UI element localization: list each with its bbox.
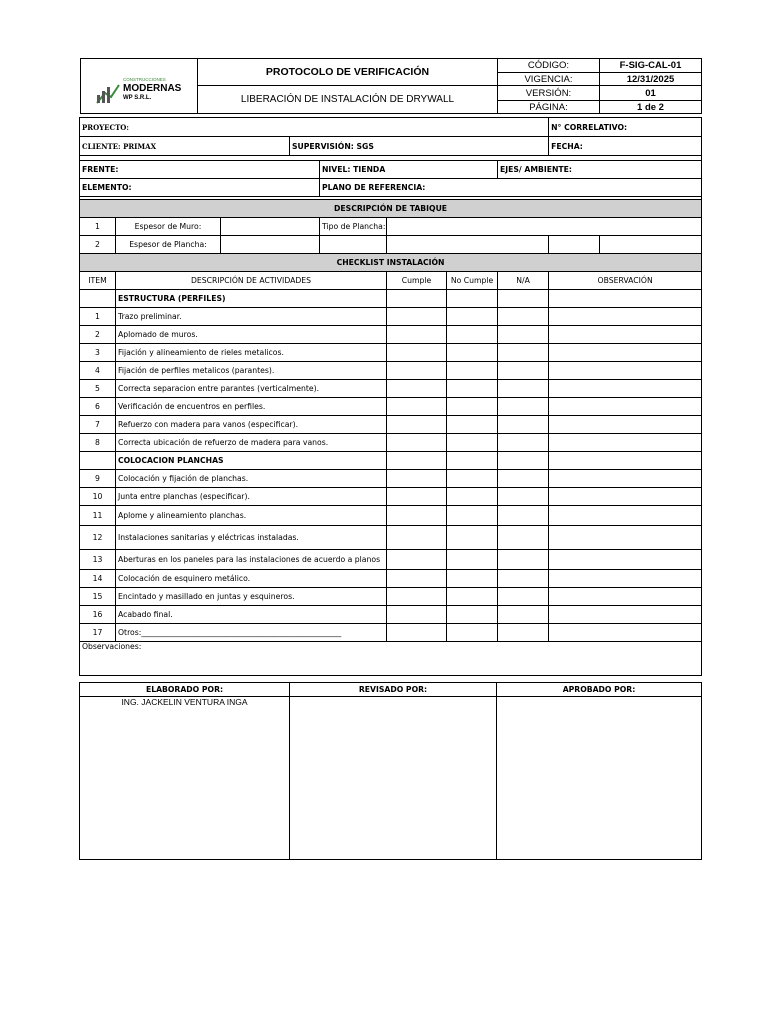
item-description: Refuerzo con madera para vanos (especificar). (116, 416, 387, 434)
na-cell[interactable] (498, 570, 549, 588)
item-number: 2 (80, 326, 116, 344)
meta-label: VIGENCIA: (498, 73, 600, 86)
meta-value: 12/31/2025 (600, 73, 702, 86)
cumple-cell[interactable] (387, 416, 447, 434)
cumple-cell[interactable] (387, 526, 447, 550)
obs-cell[interactable] (549, 290, 702, 308)
obs-cell[interactable] (549, 606, 702, 624)
col-desc-header: DESCRIPCIÓN DE ACTIVIDADES (116, 272, 387, 290)
na-cell[interactable] (498, 526, 549, 550)
tabique-cell[interactable] (320, 236, 387, 254)
item-description: Junta entre planchas (especificar). (116, 488, 387, 506)
no-cumple-cell[interactable] (447, 362, 498, 380)
tabique-label: Espesor de Plancha: (116, 236, 221, 254)
obs-cell[interactable] (549, 344, 702, 362)
checklist-row (80, 526, 702, 550)
section-item-blank (80, 452, 116, 470)
elaborado-name: ING. JACKELIN VENTURA INGA (121, 697, 248, 707)
checklist-row (80, 344, 702, 362)
cumple-cell[interactable] (387, 506, 447, 526)
no-cumple-cell[interactable] (447, 308, 498, 326)
logo-line3: WP S.R.L. (123, 95, 152, 101)
field-frente[interactable]: FRENTE: (80, 161, 320, 179)
meta-label: PÁGINA: (498, 101, 600, 114)
cumple-cell[interactable] (387, 362, 447, 380)
cumple-cell[interactable] (387, 290, 447, 308)
cumple-cell[interactable] (387, 344, 447, 362)
checklist-row (80, 380, 702, 398)
meta-label: VERSIÓN: (498, 86, 600, 101)
checklist-row (80, 624, 702, 642)
meta-value: F-SIG-CAL-01 (600, 59, 702, 73)
na-cell[interactable] (498, 452, 549, 470)
aprobado-header: APROBADO POR: (497, 683, 702, 697)
col-item-header: ITEM (80, 272, 116, 290)
item-description: Aplomado de muros. (116, 326, 387, 344)
field-elemento[interactable]: ELEMENTO: (80, 179, 320, 197)
section-tabique-heading: DESCRIPCIÓN DE TABIQUE (80, 200, 702, 218)
no-cumple-cell[interactable] (447, 326, 498, 344)
item-number: 3 (80, 344, 116, 362)
na-cell[interactable] (498, 506, 549, 526)
cumple-cell[interactable] (387, 380, 447, 398)
aprobado-signature[interactable] (497, 697, 702, 860)
checklist-row (80, 588, 702, 606)
checklist-row (80, 488, 702, 506)
no-cumple-cell[interactable] (447, 344, 498, 362)
checklist-row (80, 506, 702, 526)
item-description: Colocación y fijación de planchas. (116, 470, 387, 488)
signature-block (79, 682, 702, 860)
meta-value: 01 (600, 86, 702, 101)
na-cell[interactable] (498, 488, 549, 506)
no-cumple-cell[interactable] (447, 398, 498, 416)
obs-cell[interactable] (549, 452, 702, 470)
na-cell[interactable] (498, 344, 549, 362)
cumple-cell[interactable] (387, 588, 447, 606)
na-cell[interactable] (498, 326, 549, 344)
item-description: Verificación de encuentros en perfiles. (116, 398, 387, 416)
field-cliente[interactable]: CLIENTE: PRIMAX (80, 137, 290, 156)
na-cell[interactable] (498, 362, 549, 380)
section-estructura: ESTRUCTURA (PERFILES) (116, 290, 387, 308)
document-subtitle: LIBERACIÓN DE INSTALACIÓN DE DRYWALL (198, 86, 498, 114)
document-header (80, 58, 702, 114)
section-checklist-heading: CHECKLIST INSTALACIÓN (80, 254, 702, 272)
no-cumple-cell[interactable] (447, 290, 498, 308)
checklist-row (80, 570, 702, 588)
item-number: 4 (80, 362, 116, 380)
no-cumple-cell[interactable] (447, 606, 498, 624)
item-number: 10 (80, 488, 116, 506)
field-fecha[interactable]: FECHA: (549, 137, 702, 156)
document-title: PROTOCOLO DE VERIFICACIÓN (198, 59, 498, 86)
cumple-cell[interactable] (387, 606, 447, 624)
observaciones-field[interactable]: Observaciones: (80, 642, 702, 676)
item-number: 8 (80, 434, 116, 452)
col-obs-header: OBSERVACIÓN (549, 272, 702, 290)
obs-cell[interactable] (549, 470, 702, 488)
tabique-value[interactable] (221, 236, 320, 254)
checklist-row (80, 362, 702, 380)
item-description: Colocación de esquinero metálico. (116, 570, 387, 588)
elaborado-header: ELABORADO POR: (80, 683, 290, 697)
obs-cell[interactable] (549, 526, 702, 550)
item-number: 5 (80, 380, 116, 398)
na-cell[interactable] (498, 416, 549, 434)
na-cell[interactable] (498, 550, 549, 570)
checklist-row (80, 398, 702, 416)
na-cell[interactable] (498, 624, 549, 642)
item-number: 14 (80, 570, 116, 588)
item-description: Encintado y masillado en juntas y esquineros. (116, 588, 387, 606)
obs-cell[interactable] (549, 624, 702, 642)
elaborado-signature[interactable] (80, 697, 290, 860)
cumple-cell[interactable] (387, 434, 447, 452)
item-description: Fijación de perfiles metalicos (parantes). (116, 362, 387, 380)
tabique-num: 1 (80, 218, 116, 236)
cumple-cell[interactable] (387, 470, 447, 488)
na-cell[interactable] (498, 290, 549, 308)
no-cumple-cell[interactable] (447, 434, 498, 452)
item-description: Trazo preliminar. (116, 308, 387, 326)
section-item-blank (80, 290, 116, 308)
cumple-cell[interactable] (387, 326, 447, 344)
obs-cell[interactable] (549, 326, 702, 344)
revisado-signature[interactable] (290, 697, 497, 860)
obs-cell[interactable] (549, 570, 702, 588)
item-number: 12 (80, 526, 116, 550)
cumple-cell[interactable] (387, 452, 447, 470)
logo-line1: CONSTRUCCIONES (123, 77, 166, 82)
revisado-header: REVISADO POR: (290, 683, 497, 697)
cumple-cell[interactable] (387, 624, 447, 642)
verification-form (79, 117, 702, 676)
obs-cell[interactable] (549, 488, 702, 506)
item-description: Aberturas en los paneles para las instalaciones de acuerdo a planos (116, 550, 387, 570)
no-cumple-cell[interactable] (447, 416, 498, 434)
no-cumple-cell[interactable] (447, 570, 498, 588)
no-cumple-cell[interactable] (447, 380, 498, 398)
tabique-label: Espesor de Muro: (116, 218, 221, 236)
checklist-row (80, 308, 702, 326)
obs-cell[interactable] (549, 362, 702, 380)
item-description: Aplome y alineamiento planchas. (116, 506, 387, 526)
na-cell[interactable] (498, 308, 549, 326)
checklist-row (80, 416, 702, 434)
item-description: Acabado final. (116, 606, 387, 624)
item-number: 7 (80, 416, 116, 434)
tabique-extra-value[interactable] (387, 218, 702, 236)
obs-cell[interactable] (549, 398, 702, 416)
field-ejes[interactable]: EJES/ AMBIENTE: (498, 161, 702, 179)
no-cumple-cell[interactable] (447, 488, 498, 506)
no-cumple-cell[interactable] (447, 624, 498, 642)
item-number: 13 (80, 550, 116, 570)
na-cell[interactable] (498, 398, 549, 416)
tabique-num: 2 (80, 236, 116, 254)
meta-value: 1 de 2 (600, 101, 702, 114)
tabique-cell[interactable] (600, 236, 702, 254)
item-number: 16 (80, 606, 116, 624)
tabique-cell[interactable] (387, 236, 549, 254)
obs-cell[interactable] (549, 506, 702, 526)
item-number: 9 (80, 470, 116, 488)
checklist-row (80, 470, 702, 488)
section-planchas: COLOCACION PLANCHAS (116, 452, 387, 470)
item-description: Instalaciones sanitarias y eléctricas instaladas. (116, 526, 387, 550)
checklist-row (80, 606, 702, 624)
tabique-value[interactable] (221, 218, 320, 236)
item-number: 6 (80, 398, 116, 416)
na-cell[interactable] (498, 434, 549, 452)
item-description: Fijación y alineamiento de rieles metalicos. (116, 344, 387, 362)
obs-cell[interactable] (549, 550, 702, 570)
na-cell[interactable] (498, 606, 549, 624)
obs-cell[interactable] (549, 380, 702, 398)
checklist-row (80, 550, 702, 570)
obs-cell[interactable] (549, 416, 702, 434)
checklist-row (80, 326, 702, 344)
meta-label: CÓDIGO: (498, 59, 600, 73)
item-description: Correcta separacion entre parantes (verticalmente). (116, 380, 387, 398)
no-cumple-cell[interactable] (447, 506, 498, 526)
field-proyecto[interactable]: PROYECTO: (80, 118, 549, 137)
col-na-header: N/A (498, 272, 549, 290)
company-logo (81, 59, 198, 114)
field-plano[interactable]: PLANO DE REFERENCIA: (320, 179, 702, 197)
no-cumple-cell[interactable] (447, 588, 498, 606)
cumple-cell[interactable] (387, 550, 447, 570)
checklist-row (80, 434, 702, 452)
no-cumple-cell[interactable] (447, 526, 498, 550)
item-description: Correcta ubicación de refuerzo de madera para vanos. (116, 434, 387, 452)
cumple-cell[interactable] (387, 570, 447, 588)
item-number: 1 (80, 308, 116, 326)
item-number: 17 (80, 624, 116, 642)
cumple-cell[interactable] (387, 398, 447, 416)
item-number: 11 (80, 506, 116, 526)
field-nivel[interactable]: NIVEL: TIENDA (320, 161, 498, 179)
tabique-extra-label: Tipo de Plancha: (320, 218, 387, 236)
obs-cell[interactable] (549, 434, 702, 452)
obs-cell[interactable] (549, 588, 702, 606)
col-no-cumple-header: No Cumple (447, 272, 498, 290)
item-number: 15 (80, 588, 116, 606)
na-cell[interactable] (498, 380, 549, 398)
tabique-cell[interactable] (549, 236, 600, 254)
no-cumple-cell[interactable] (447, 550, 498, 570)
field-correlativo[interactable]: N° CORRELATIVO: (549, 118, 702, 137)
cumple-cell[interactable] (387, 488, 447, 506)
col-cumple-header: Cumple (387, 272, 447, 290)
cumple-cell[interactable] (387, 308, 447, 326)
no-cumple-cell[interactable] (447, 470, 498, 488)
no-cumple-cell[interactable] (447, 452, 498, 470)
field-supervision[interactable]: SUPERVISIÓN: SGS (290, 137, 549, 156)
na-cell[interactable] (498, 588, 549, 606)
na-cell[interactable] (498, 470, 549, 488)
obs-cell[interactable] (549, 308, 702, 326)
logo-line2: MODERNAS (123, 83, 182, 94)
item-description: Otros:____________________________________________________ (116, 624, 387, 642)
